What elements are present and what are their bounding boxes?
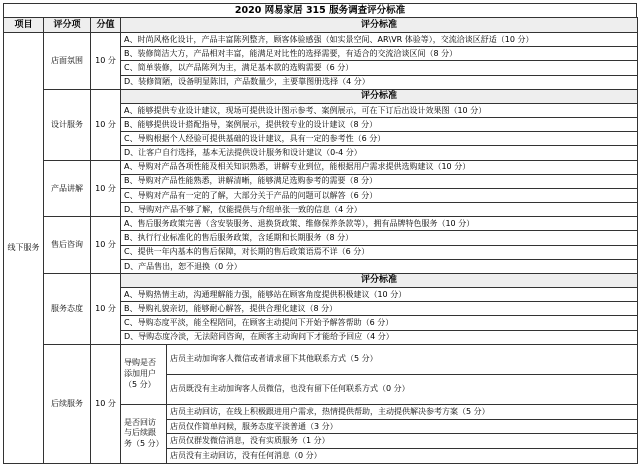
criteria-item: D、导购对产品不够了解，仅能提供与介绍单张一致的信息（4 分） [121,203,638,217]
header-item: 项目 [4,18,44,33]
criteria-item: C、提供一年内基本的售后保障，对长期的售后政策语焉不详（6 分） [121,245,638,259]
criteria-item: A、售后服务政策完善（含安装服务、退换货政策、维修保养条款等），拥有品牌特色服务（10 分） [121,217,638,231]
header-criteria: 评分标准 [121,18,638,33]
header-row [4,18,638,33]
criteria-item: C、简单装修，以产品陈列为主，满足基本款的选购需要（6 分） [121,61,638,75]
criteria-item: 店员仅作简单问候，服务态度平淡普通（3 分） [167,419,638,434]
score-design: 10 分 [91,89,121,160]
followup-revisit-label: 是否回访与后续跟务（5 分） [121,404,167,463]
criteria-item: B、执行行业标准化的售后服务政策，含延期和长期服务（8 分） [121,231,638,245]
table-row [4,160,638,174]
header-score: 分值 [91,18,121,33]
score-attitude: 10 分 [91,274,121,345]
offline-service-label: 线下服务 [4,33,44,464]
criteria-item: A、能够提供专业设计建议，现场可提供设计图示参考、案例展示，可在下订后出设计效果图（10 分） [121,103,638,117]
category-design: 设计服务 [44,89,91,160]
criteria-item: 店员既没有主动加询客人员微信，也没有留下任何联系方式（0 分） [167,374,638,404]
table-row [4,274,638,288]
criteria-item: B、能够提供设计搭配指导，案例展示，提供较专业的设计建议（8 分） [121,117,638,131]
table-row [4,217,638,231]
score-aftersales: 10 分 [91,217,121,274]
score-followup: 10 分 [91,344,121,463]
criteria-subheader: 评分标准 [121,89,638,103]
criteria-item: 店员仅群发微信消息，没有实质服务（1 分） [167,434,638,449]
followup-wechat-label: 导购是否添加用户（5 分） [121,344,167,404]
criteria-item: C、导购根据个人经验可提供基础的设计建议，具有一定的参考性（6 分） [121,132,638,146]
category-aftersales: 售后咨询 [44,217,91,274]
score-explain: 10 分 [91,160,121,217]
criteria-item: 店员主动回访，在线上积极跟进用户需求，热情提供帮助，主动提供解决参考方案（5 分） [167,404,638,419]
category-store: 店面氛围 [44,33,91,90]
criteria-item: D、让客户自行选择，基本无法提供设计服务和设计建议（0-4 分） [121,146,638,160]
criteria-item: B、装修简洁大方，产品相对丰富，能满足对比性的选择需要，有适合的交流洽谈区间（8 分） [121,47,638,61]
scoring-table [3,17,638,464]
criteria-item: C、导购对产品有一定的了解，大部分关于产品的问题可以解答（6 分） [121,188,638,202]
table-row [4,89,638,103]
criteria-subheader: 评分标准 [121,274,638,288]
table-row [4,344,638,374]
category-attitude: 服务态度 [44,274,91,345]
criteria-item: 店员主动加询客人微信或者请求留下其他联系方式（5 分） [167,344,638,374]
table-row [4,33,638,47]
criteria-item: D、产品售出，恕不退换（0 分） [121,259,638,273]
criteria-item: D、装修简陋，设备明显陈旧，产品数量少，主要靠图册选择（4 分） [121,75,638,89]
sheet-title: 2020 网易家居 315 服务调查评分标准 [3,3,637,17]
criteria-item: A、时尚风格化设计，产品丰富陈列整齐，顾客体验感强（如实景空间、AR\VR 体验等），交流洽谈区舒适（10 分） [121,33,638,47]
category-followup: 后续服务 [44,344,91,463]
score-store: 10 分 [91,33,121,90]
criteria-item: C、导购态度平淡，能全程陪同，在顾客主动提问下开始予解答帮助（6 分） [121,316,638,330]
criteria-item: B、导购礼貌亲切，能够耐心解答，提供合理化建议（8 分） [121,302,638,316]
criteria-item: B、导购对产品性能熟悉，讲解清晰，能够满足选购参考的需要（8 分） [121,174,638,188]
scoring-sheet [3,3,637,464]
header-category: 评分项 [44,18,91,33]
criteria-item: 店员没有主动回访，没有任何消息（0 分） [167,449,638,464]
criteria-item: A、导购热情主动，沟通理解能力强，能够站在顾客角度提供积极建议（10 分） [121,288,638,302]
criteria-item: D、导购态度冷淡，无法陪同咨询，在顾客主动询问下才能给予回应（4 分） [121,330,638,344]
criteria-item: A、导购对产品各项性能及相关知识熟悉，讲解专业到位，能根据用户需求提供选购建议（10 分） [121,160,638,174]
category-explain: 产品讲解 [44,160,91,217]
